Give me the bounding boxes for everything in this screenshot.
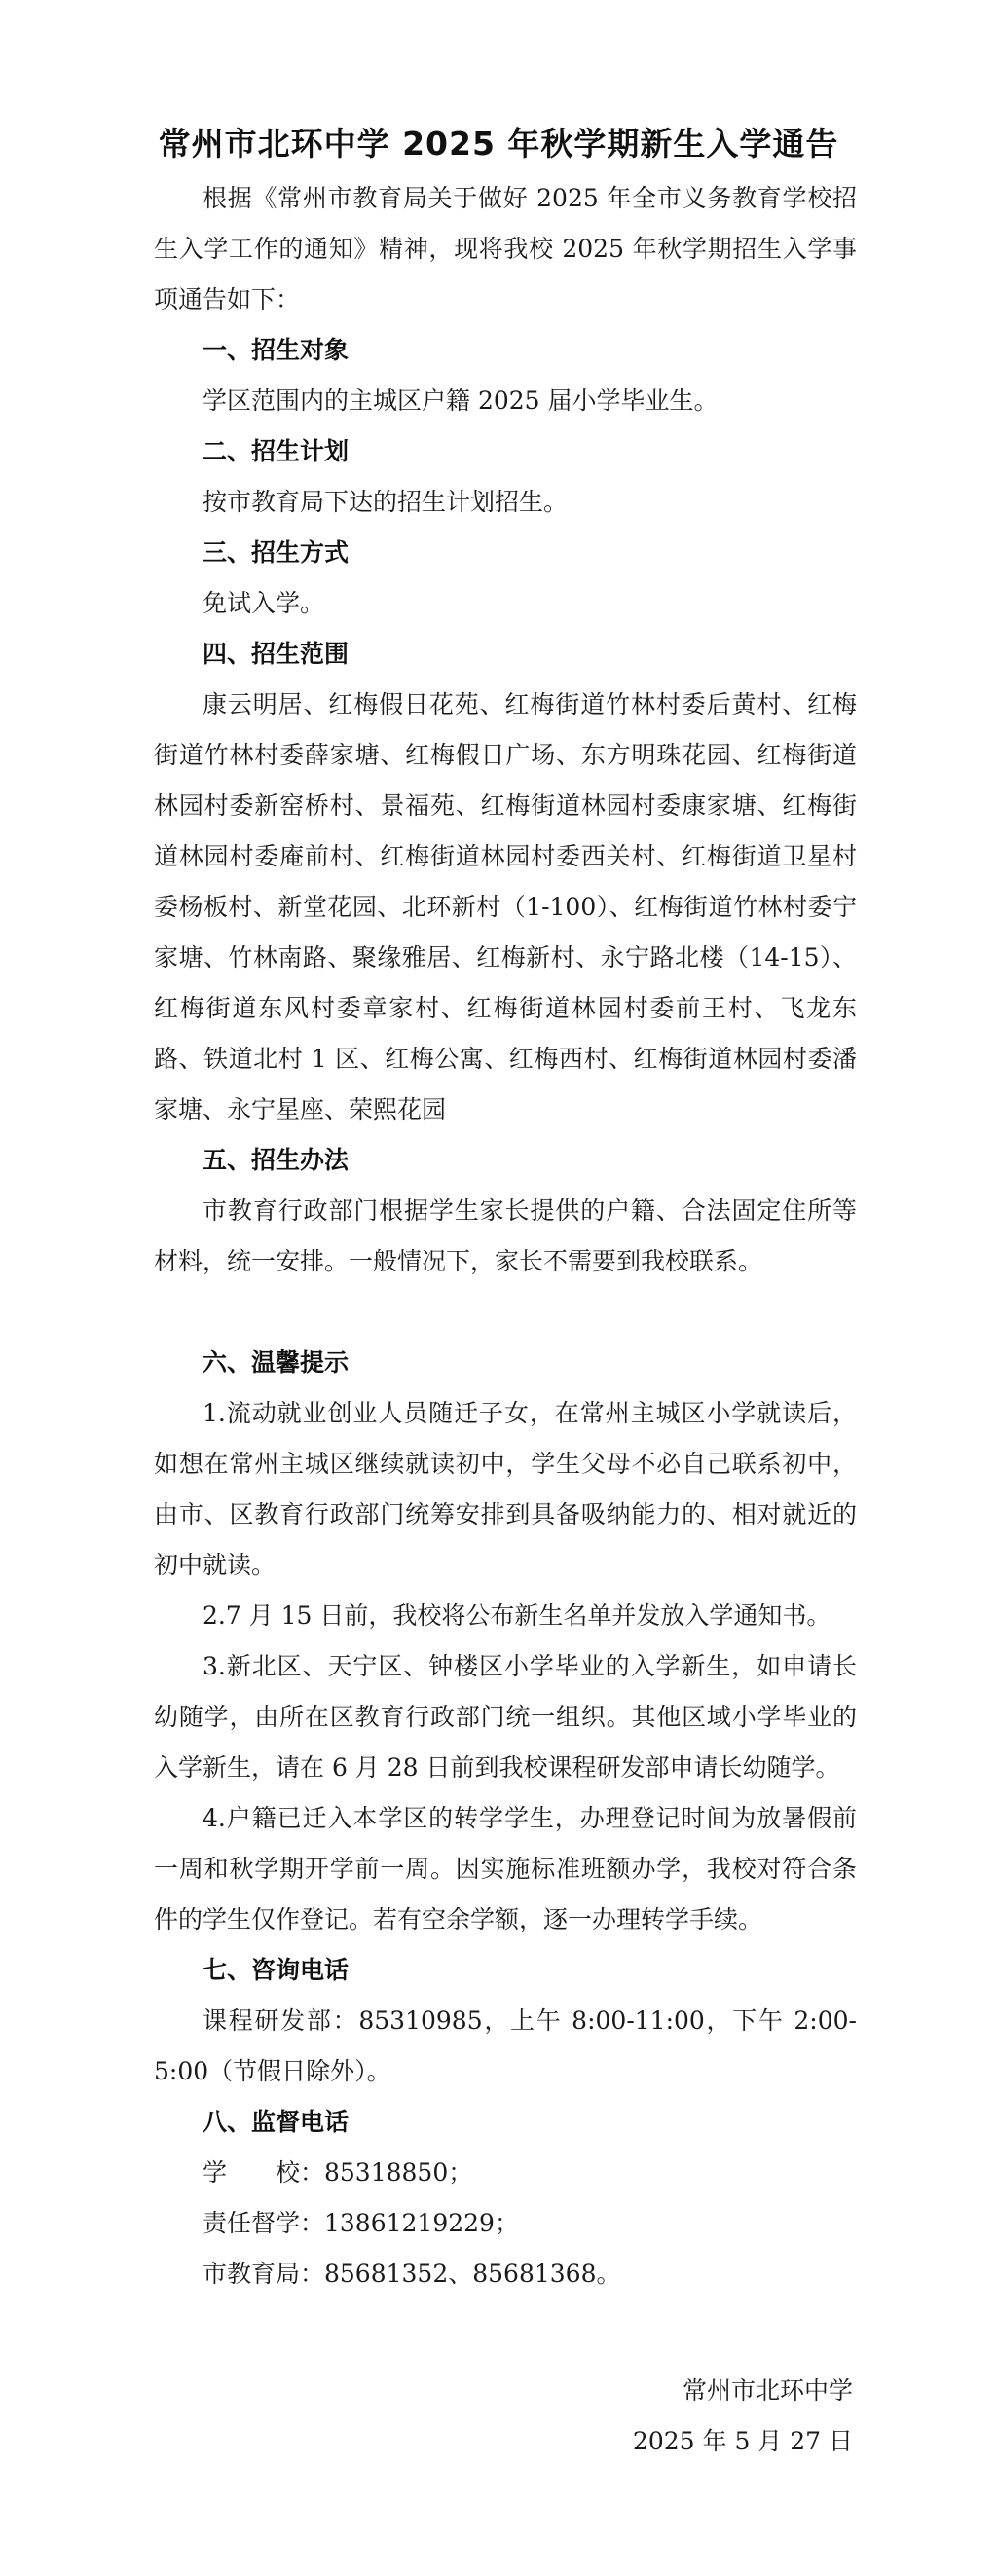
section-text-inquiry-phone: 课程研发部：85310985，上午 8:00-11:00，下午 2:00-5:00（节假日除外）。: [154, 2006, 857, 2085]
section-heading-enrollment-plan: 二、招生计划: [203, 437, 350, 465]
section-spacer: [154, 1287, 857, 1338]
supervision-phone-inspector: 责任督学：13861219229；: [203, 2209, 519, 2237]
supervision-phone-school: 学 校：85318850；: [203, 2158, 473, 2187]
section-heading-enrollment-target: 一、招生对象: [203, 336, 350, 364]
section-heading-supervision-phone: 八、监督电话: [203, 2108, 350, 2136]
supervision-phone-education-bureau: 市教育局：85681352、85681368。: [203, 2260, 621, 2288]
section-heading-enrollment-scope: 四、招生范围: [203, 640, 350, 668]
signature-date: 2025 年 5 月 27 日: [632, 2427, 853, 2455]
section-text-enrollment-scope: 康云明居、红梅假日花苑、红梅街道竹林村委后黄村、红梅街道竹林村委薛家塘、红梅假日广场、东方明珠花园、红梅街道林园村委新窑桥村、景福苑、红梅街道林园村委康家塘、红梅街道林园村委庵前村、红梅街道林园村委西关村、红梅街道卫星村委杨板村、新堂花园、北环新村（1-100）、红梅街道竹林村委宁家塘、竹林南路、聚缘雅居、红梅新村、永宁路北楼（14-15）、红梅街道东风村委章家村、红梅街道林园村委前王村、飞龙东路、铁道北村 1 区、红梅公寓、红梅西村、红梅街道林园村委潘家塘、永宁星座、荣熙花园: [154, 690, 857, 1123]
section-text-enrollment-target: 学区范围内的主城区户籍 2025 届小学毕业生。: [203, 386, 719, 415]
notice-body: [154, 173, 857, 2300]
section-text-enrollment-procedure: 市教育行政部门根据学生家长提供的户籍、合法固定住所等材料，统一安排。一般情况下，家长不需要到我校联系。: [154, 1196, 857, 1275]
tip-item: 1.流动就业创业人员随迁子女，在常州主城区小学就读后，如想在常州主城区继续就读初中，学生父母不必自己联系初中，由市、区教育行政部门统筹安排到具备吸纳能力的、相对就近的初中就读。: [154, 1399, 857, 1579]
section-heading-enrollment-procedure: 五、招生办法: [203, 1146, 350, 1174]
section-heading-inquiry-phone: 七、咨询电话: [203, 1956, 350, 1984]
tip-item: 4.户籍已迁入本学区的转学学生，办理登记时间为放暑假前一周和秋学期开学前一周。因实施标准班额办学，我校对符合条件的学生仅作登记。若有空余学额，逐一办理转学手续。: [154, 1804, 857, 1933]
tip-item: 2.7 月 15 日前，我校将公布新生名单并发放入学通知书。: [203, 1601, 831, 1630]
signature-org: 常州市北环中学: [682, 2376, 853, 2405]
section-heading-enrollment-method: 三、招生方式: [203, 538, 350, 567]
intro-paragraph: 根据《常州市教育局关于做好 2025 年全市义务教育学校招生入学工作的通知》精神，现将我校 2025 年秋学期招生入学事项通告如下：: [154, 184, 857, 313]
section-text-enrollment-method: 免试入学。: [203, 589, 325, 617]
section-heading-tips: 六、温馨提示: [203, 1348, 350, 1377]
page-title: 常州市北环中学 2025 年秋学期新生入学通告: [158, 125, 839, 163]
section-text-enrollment-plan: 按市教育局下达的招生计划招生。: [203, 488, 569, 516]
tip-item: 3.新北区、天宁区、钟楼区小学毕业的入学新生，如申请长幼随学，由所在区教育行政部门统一组织。其他区域小学毕业的入学新生，请在 6 月 28 日前到我校课程研发部申请长幼随学。: [154, 1652, 857, 1782]
